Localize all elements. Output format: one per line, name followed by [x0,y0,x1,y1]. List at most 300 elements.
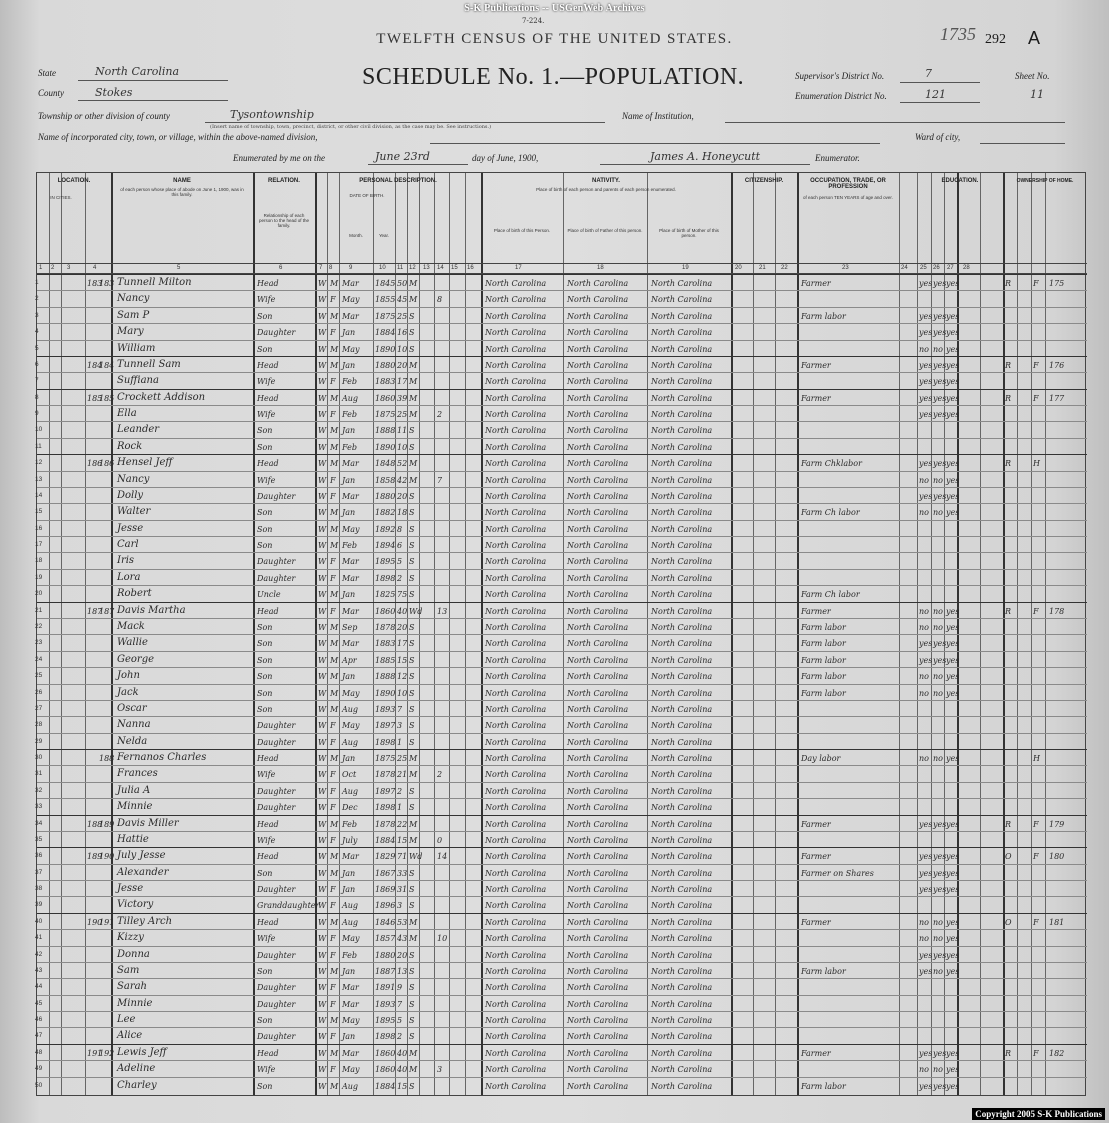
cell-marital: S [409,983,415,993]
cell-english: yes [946,1065,960,1075]
cell-age: 10 [397,344,408,354]
cell-marital: S [409,508,415,518]
cell-color: W [318,557,327,567]
cell-name: Wallie [117,637,148,649]
cell-year: 1885 [375,655,396,665]
line-number: 49 [35,1065,43,1073]
line-number: 41 [35,934,43,942]
township-label: Township or other division of county [38,111,170,121]
line-number: 13 [35,475,43,483]
cell-name: Sam P [117,309,150,321]
column-number: 26 [933,265,940,271]
cell-month: Jan [342,360,356,370]
cell-name: Nanna [117,719,151,731]
cell-english: yes [946,917,960,927]
year-head: Year. [378,233,390,238]
cell-read: yes [919,639,933,649]
cell-birthplace-father: North Carolina [567,459,629,469]
cell-birthplace-father: North Carolina [567,721,629,731]
cell-birthplace-father: North Carolina [567,704,629,714]
cell-family: 186 [99,459,115,469]
cell-color: W [318,852,327,862]
cell-sex: F [330,950,336,960]
cell-marital: M [409,295,418,305]
line-number: 1 [35,279,39,286]
table-row [37,569,1087,586]
cell-month: May [342,934,360,944]
table-row [37,356,1087,373]
cell-own: O [1005,917,1012,927]
cell-name: Alexander [117,866,169,878]
cell-sex: F [330,410,336,420]
line-number: 29 [35,737,43,745]
cell-marital: M [409,410,418,420]
cell-sex: M [330,1016,339,1026]
cell-relation: Head [257,279,279,288]
column-number: 2 [51,265,55,271]
cell-english: yes [946,459,960,469]
cell-color: W [318,672,327,682]
table-row [37,1044,1087,1061]
table-row [37,651,1087,668]
cell-age: 7 [397,999,403,1009]
cell-color: W [318,328,327,338]
cell-sex: F [330,934,336,944]
cell-occupation: Farm labor [801,672,846,682]
cell-marital: S [409,737,415,747]
cell-color: W [318,737,327,747]
cell-year: 1894 [375,541,396,551]
table-row [37,765,1087,782]
cell-marital: Wd [409,606,423,616]
cell-marital: M [409,279,418,288]
cell-color: W [318,491,327,501]
cell-birthplace-mother: North Carolina [651,426,713,436]
cell-english: yes [946,377,960,387]
line-number: 32 [35,786,43,794]
cell-month: Aug [342,1081,359,1091]
cell-birthplace-mother: North Carolina [651,672,713,682]
cell-family: 185 [99,393,115,403]
cell-birthplace-father: North Carolina [567,754,629,764]
cell-birthplace-mother: North Carolina [651,393,713,403]
cell-birthplace-father: North Carolina [567,557,629,567]
line-number: 23 [35,639,43,647]
form-number: 7-224. [522,17,545,25]
cell-color: W [318,999,327,1009]
cell-farm: F [1033,360,1039,370]
cell-birthplace-mother: North Carolina [651,622,713,632]
cell-sex: F [330,901,336,911]
cell-sex: M [330,688,339,698]
cell-sex: F [330,377,336,387]
cell-age: 33 [397,868,408,878]
cell-relation: Wife [257,295,276,305]
cell-own: R [1005,279,1012,288]
cell-own: R [1005,606,1012,616]
cell-year: 1857 [375,934,396,944]
cell-relation: Daughter [257,786,296,796]
line-number: 18 [35,557,43,565]
cell-relation: Wife [257,1065,276,1075]
line-number: 31 [35,770,43,778]
cell-birthplace-father: North Carolina [567,475,629,485]
nativity-head: NATIVITY. [592,178,620,184]
cell-english: yes [946,819,960,829]
cell-birthplace-mother: North Carolina [651,606,713,616]
cell-relation: Wife [257,835,276,845]
cell-name: Oscar [117,702,147,714]
cell-schedule: 178 [1049,606,1065,616]
cell-year: 1884 [375,835,396,845]
cell-write: yes [933,852,947,862]
cell-year: 1878 [375,819,396,829]
cell-color: W [318,786,327,796]
cell-schedule: 177 [1049,393,1065,403]
cell-month: Jan [342,1032,356,1042]
cell-year: 1896 [375,901,396,911]
cell-relation: Wife [257,934,276,944]
cell-birthplace-person: North Carolina [485,672,547,682]
cell-year: 1884 [375,328,396,338]
cell-farm: F [1033,852,1039,862]
township-note: (Insert name of township, town, precinct, district, or other civil division, as the case may be. See instructions.) [210,124,492,130]
cell-birthplace-person: North Carolina [485,983,547,993]
table-row [37,487,1087,504]
cell-farm: F [1033,819,1039,829]
column-number: 27 [947,265,954,271]
personal-head: PERSONAL DESCRIPTION. [359,178,437,184]
cell-age: 40 [397,1065,408,1075]
cell-family: 183 [99,279,115,288]
cell-name: Tilley Arch [117,915,173,927]
cell-birthplace-person: North Carolina [485,1048,547,1058]
cell-family: 191 [99,917,115,927]
cell-children: 10 [437,934,448,944]
cell-marital: S [409,885,415,895]
cell-dwelling: 185 [87,393,103,403]
cell-color: W [318,721,327,731]
cell-marital: M [409,934,418,944]
cell-birthplace-person: North Carolina [485,279,547,288]
cell-children: 2 [437,770,443,780]
cell-birthplace-mother: North Carolina [651,803,713,813]
cell-age: 39 [397,393,408,403]
cell-birthplace-person: North Carolina [485,377,547,387]
cell-name: Mary [117,326,144,338]
cell-month: May [342,1065,360,1075]
cell-relation: Daughter [257,803,296,813]
cell-relation: Son [257,508,273,518]
cell-read: yes [919,328,933,338]
cell-relation: Daughter [257,737,296,747]
cell-year: 1848 [375,459,396,469]
cell-english: yes [946,622,960,632]
cell-sex: M [330,672,339,682]
cell-color: W [318,1032,327,1042]
cell-sex: F [330,1032,336,1042]
line-number: 38 [35,885,43,893]
cell-birthplace-person: North Carolina [485,606,547,616]
cell-birthplace-father: North Carolina [567,1016,629,1026]
cell-birthplace-person: North Carolina [485,688,547,698]
cell-sex: M [330,622,339,632]
cell-sex: M [330,311,339,321]
cell-occupation: Farm labor [801,966,846,976]
cell-birthplace-person: North Carolina [485,393,547,403]
cell-age: 40 [397,606,408,616]
cell-read: no [919,934,929,944]
cell-month: Mar [342,1048,359,1058]
cell-sex: M [330,541,339,551]
cell-marital: S [409,1016,415,1026]
cell-sex: F [330,983,336,993]
line-number: 21 [35,606,43,614]
cell-english: yes [946,688,960,698]
cell-age: 16 [397,328,408,338]
cell-own: R [1005,819,1012,829]
cell-birthplace-person: North Carolina [485,442,547,452]
cell-month: Jan [342,590,356,600]
column-number: 11 [397,265,404,271]
cell-english: yes [946,344,960,354]
cell-age: 6 [397,541,403,551]
table-row [37,896,1087,913]
cell-marital: Wd [409,852,423,862]
cell-marital: S [409,655,415,665]
occupation-head: OCCUPATION, TRADE, OR PROFESSION [810,178,886,190]
cell-month: Feb [342,410,357,420]
cell-color: W [318,639,327,649]
cell-relation: Wife [257,410,276,420]
cell-age: 5 [397,1016,403,1026]
cell-color: W [318,426,327,436]
ownership-head: OWNERSHIP OF HOME. [1016,178,1074,184]
cell-color: W [318,541,327,551]
cell-age: 3 [397,721,403,731]
cell-birthplace-mother: North Carolina [651,508,713,518]
column-number: 13 [423,265,430,271]
cell-marital: S [409,688,415,698]
cell-name: July Jesse [117,850,166,862]
cell-sex: F [330,770,336,780]
cell-name: Adeline [117,1063,156,1075]
cell-english: yes [946,279,960,288]
cell-name: Minnie [117,801,153,813]
cell-year: 1860 [375,1048,396,1058]
cell-relation: Daughter [257,721,296,731]
line-number: 2 [35,295,39,303]
cell-sex: M [330,524,339,534]
cell-color: W [318,950,327,960]
table-row [37,602,1087,619]
cell-birthplace-person: North Carolina [485,852,547,862]
cell-name: Robert [117,588,152,600]
cell-birthplace-mother: North Carolina [651,704,713,714]
cell-occupation: Farm labor [801,311,846,321]
cell-write: yes [933,868,947,878]
cell-birthplace-mother: North Carolina [651,786,713,796]
cell-age: 20 [397,622,408,632]
cell-birthplace-father: North Carolina [567,770,629,780]
cell-month: Aug [342,393,359,403]
cell-birthplace-person: North Carolina [485,573,547,583]
cell-schedule: 175 [1049,279,1065,288]
cell-age: 17 [397,639,408,649]
page-side: A [1028,28,1041,48]
cell-month: Jan [342,426,356,436]
cell-color: W [318,410,327,420]
cell-age: 9 [397,983,403,993]
cell-sex: M [330,819,339,829]
cell-relation: Head [257,606,279,616]
cell-sex: F [330,475,336,485]
enumerator-name: James A. Honeycutt [650,150,761,163]
cell-year: 1860 [375,393,396,403]
cell-age: 53 [397,917,408,927]
cell-read: no [919,606,929,616]
cell-dwelling: 187 [87,606,103,616]
cell-year: 1888 [375,672,396,682]
cell-birthplace-mother: North Carolina [651,983,713,993]
cell-marital: M [409,754,418,764]
cell-birthplace-father: North Carolina [567,508,629,518]
cell-year: 1895 [375,1016,396,1026]
cell-relation: Wife [257,377,276,387]
cell-birthplace-mother: North Carolina [651,557,713,567]
cell-farm: F [1033,393,1039,403]
table-row [37,978,1087,995]
cell-month: July [342,835,358,845]
table-row [37,585,1087,602]
cell-color: W [318,868,327,878]
cell-marital: M [409,1065,418,1075]
state-label: State [38,68,56,78]
population-table [36,172,1086,1096]
cell-age: 13 [397,966,408,976]
pob-person-head: Place of birth of this Person. [493,228,551,233]
cell-birthplace-person: North Carolina [485,622,547,632]
cell-birthplace-person: North Carolina [485,491,547,501]
cell-relation: Son [257,704,273,714]
cell-occupation: Farmer [801,279,831,288]
cell-family: 184 [99,360,115,370]
cell-color: W [318,393,327,403]
line-number: 19 [35,573,43,581]
cell-year: 1878 [375,622,396,632]
cell-month: Aug [342,737,359,747]
cell-color: W [318,590,327,600]
cell-name: Tunnell Milton [117,277,192,288]
cell-dwelling: 189 [87,852,103,862]
column-number: 10 [379,265,386,271]
cell-occupation: Farmer [801,606,831,616]
cell-age: 8 [397,524,403,534]
cell-month: Jan [342,966,356,976]
cell-age: 20 [397,950,408,960]
cell-own: O [1005,852,1012,862]
cell-birthplace-mother: North Carolina [651,541,713,551]
cell-birthplace-father: North Carolina [567,819,629,829]
cell-farm: F [1033,279,1039,288]
cell-birthplace-person: North Carolina [485,901,547,911]
cell-english: yes [946,1081,960,1091]
column-number: 14 [437,265,444,271]
publisher-banner: S-K Publications -- USGenWeb Archives [464,3,645,14]
table-row [37,421,1087,438]
cell-color: W [318,754,327,764]
line-number: 47 [35,1032,43,1040]
cell-relation: Head [257,459,279,469]
cell-family: 189 [99,819,115,829]
line-number: 30 [35,754,43,762]
cell-birthplace-person: North Carolina [485,770,547,780]
cell-family: 188 [99,754,115,764]
cell-english: yes [946,672,960,682]
cell-month: Jan [342,885,356,895]
cell-read: yes [919,279,933,288]
cell-color: W [318,295,327,305]
cell-birthplace-person: North Carolina [485,819,547,829]
cell-name: Hattie [117,833,149,845]
cell-name: Davis Martha [117,604,186,616]
enumerator-suffix: Enumerator. [815,153,860,163]
cell-relation: Son [257,524,273,534]
cell-relation: Daughter [257,573,296,583]
column-number: 18 [597,265,604,271]
cell-birthplace-mother: North Carolina [651,295,713,305]
cell-birthplace-mother: North Carolina [651,410,713,420]
cell-year: 1845 [375,279,396,288]
cell-birthplace-father: North Carolina [567,590,629,600]
cell-write: no [933,606,943,616]
cell-marital: M [409,475,418,485]
cell-birthplace-person: North Carolina [485,557,547,567]
cell-english: yes [946,311,960,321]
cell-birthplace-father: North Carolina [567,328,629,338]
table-row [37,847,1087,864]
cell-marital: S [409,344,415,354]
cell-birthplace-father: North Carolina [567,950,629,960]
line-number: 10 [35,426,43,434]
in-cities-head: IN CITIES. [50,195,72,200]
cell-birthplace-father: North Carolina [567,868,629,878]
cell-age: 3 [397,901,403,911]
cell-age: 20 [397,491,408,501]
line-number: 15 [35,508,43,516]
table-row [37,454,1087,471]
cell-month: Mar [342,852,359,862]
cell-color: W [318,360,327,370]
cell-name: Leander [117,424,160,436]
cell-year: 1884 [375,1081,396,1091]
cell-birthplace-mother: North Carolina [651,868,713,878]
state-value: North Carolina [95,65,180,78]
cell-marital: S [409,803,415,813]
cell-marital: S [409,999,415,1009]
cell-color: W [318,279,327,288]
cell-farm: F [1033,1048,1039,1058]
cell-name: Carl [117,539,139,551]
cell-age: 11 [397,426,408,436]
cell-sex: F [330,557,336,567]
cell-occupation: Day labor [801,754,841,764]
cell-read: yes [919,459,933,469]
cell-age: 15 [397,1081,408,1091]
cell-relation: Daughter [257,999,296,1009]
cell-occupation: Farmer [801,852,831,862]
cell-birthplace-mother: North Carolina [651,573,713,583]
